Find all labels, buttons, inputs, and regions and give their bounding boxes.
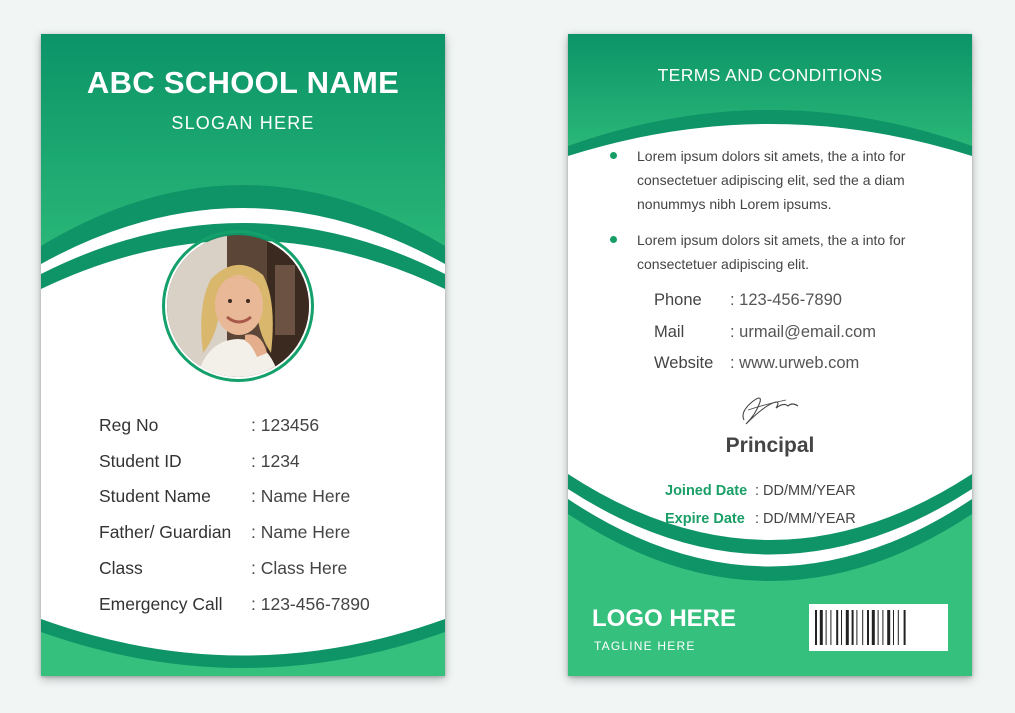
barcode-bar	[904, 610, 906, 645]
barcode-bar	[841, 610, 842, 645]
barcode-bar	[815, 610, 817, 645]
bullet-icon	[610, 236, 617, 243]
barcode-bar	[852, 610, 854, 645]
term-1-line-1: Lorem ipsum dolors sit amets, the a into for	[637, 148, 906, 164]
student-id-label: Student ID	[99, 451, 182, 471]
emergency-call-label: Emergency Call	[99, 594, 223, 614]
guardian-value: : Name Here	[251, 522, 351, 542]
student-name-value: : Name Here	[251, 486, 351, 506]
mail-label: Mail	[654, 323, 685, 341]
logo-text: LOGO HERE	[592, 605, 737, 632]
term-2-line-2: consectetuer adipiscing elit.	[637, 256, 809, 272]
school-name: ABC SCHOOL NAME	[86, 65, 400, 100]
barcode-bar	[826, 610, 827, 645]
class-label: Class	[99, 558, 143, 578]
guardian-label: Father/ Guardian	[99, 522, 232, 542]
barcode-bar	[862, 610, 863, 645]
barcode-bar	[836, 610, 838, 645]
barcode	[809, 604, 948, 651]
signature-icon	[736, 390, 806, 428]
term-1-line-2: consectetuer adipiscing elit, sed the a diam	[637, 172, 905, 188]
mail-value: : urmail@email.com	[730, 323, 877, 341]
terms-title: TERMS AND CONDITIONS	[657, 65, 883, 85]
barcode-bar	[893, 610, 894, 645]
phone-value: : 123-456-7890	[730, 291, 842, 309]
barcode-bar	[887, 610, 890, 645]
student-photo-icon	[167, 235, 309, 377]
tagline-text: TAGLINE HERE	[594, 639, 696, 653]
barcode-bar	[898, 610, 899, 645]
id-card-back	[568, 34, 972, 676]
barcode-bar	[846, 610, 849, 645]
expire-date-value: : DD/MM/YEAR	[755, 511, 856, 527]
expire-date-label: Expire Date	[665, 511, 745, 527]
student-photo	[167, 235, 309, 377]
school-slogan: SLOGAN HERE	[171, 113, 315, 133]
term-1-line-3: nonummys nibh Lorem ipsums.	[637, 196, 832, 212]
barcode-icon	[815, 610, 942, 645]
reg-no-label: Reg No	[99, 415, 159, 435]
student-name-label: Student Name	[99, 486, 211, 506]
reg-no-value: : 123456	[251, 415, 320, 435]
student-id-value: : 1234	[251, 451, 300, 471]
website-label: Website	[654, 354, 714, 372]
barcode-bar	[820, 610, 823, 645]
website-value: : www.urweb.com	[730, 354, 860, 372]
joined-date-value: : DD/MM/YEAR	[755, 483, 856, 499]
emergency-call-value: : 123-456-7890	[251, 594, 370, 614]
barcode-bar	[872, 610, 875, 645]
joined-date-label: Joined Date	[665, 483, 748, 499]
term-2-line-1: Lorem ipsum dolors sit amets, the a into for	[637, 232, 906, 248]
principal-title: Principal	[725, 434, 815, 457]
barcode-bar	[867, 610, 869, 645]
barcode-bar	[882, 610, 883, 645]
phone-label: Phone	[654, 291, 702, 309]
barcode-bar	[878, 610, 879, 645]
class-value: : Class Here	[251, 558, 348, 578]
barcode-bar	[856, 610, 857, 645]
barcode-bar	[830, 610, 831, 645]
bullet-icon	[610, 152, 617, 159]
id-card-front	[41, 34, 445, 676]
